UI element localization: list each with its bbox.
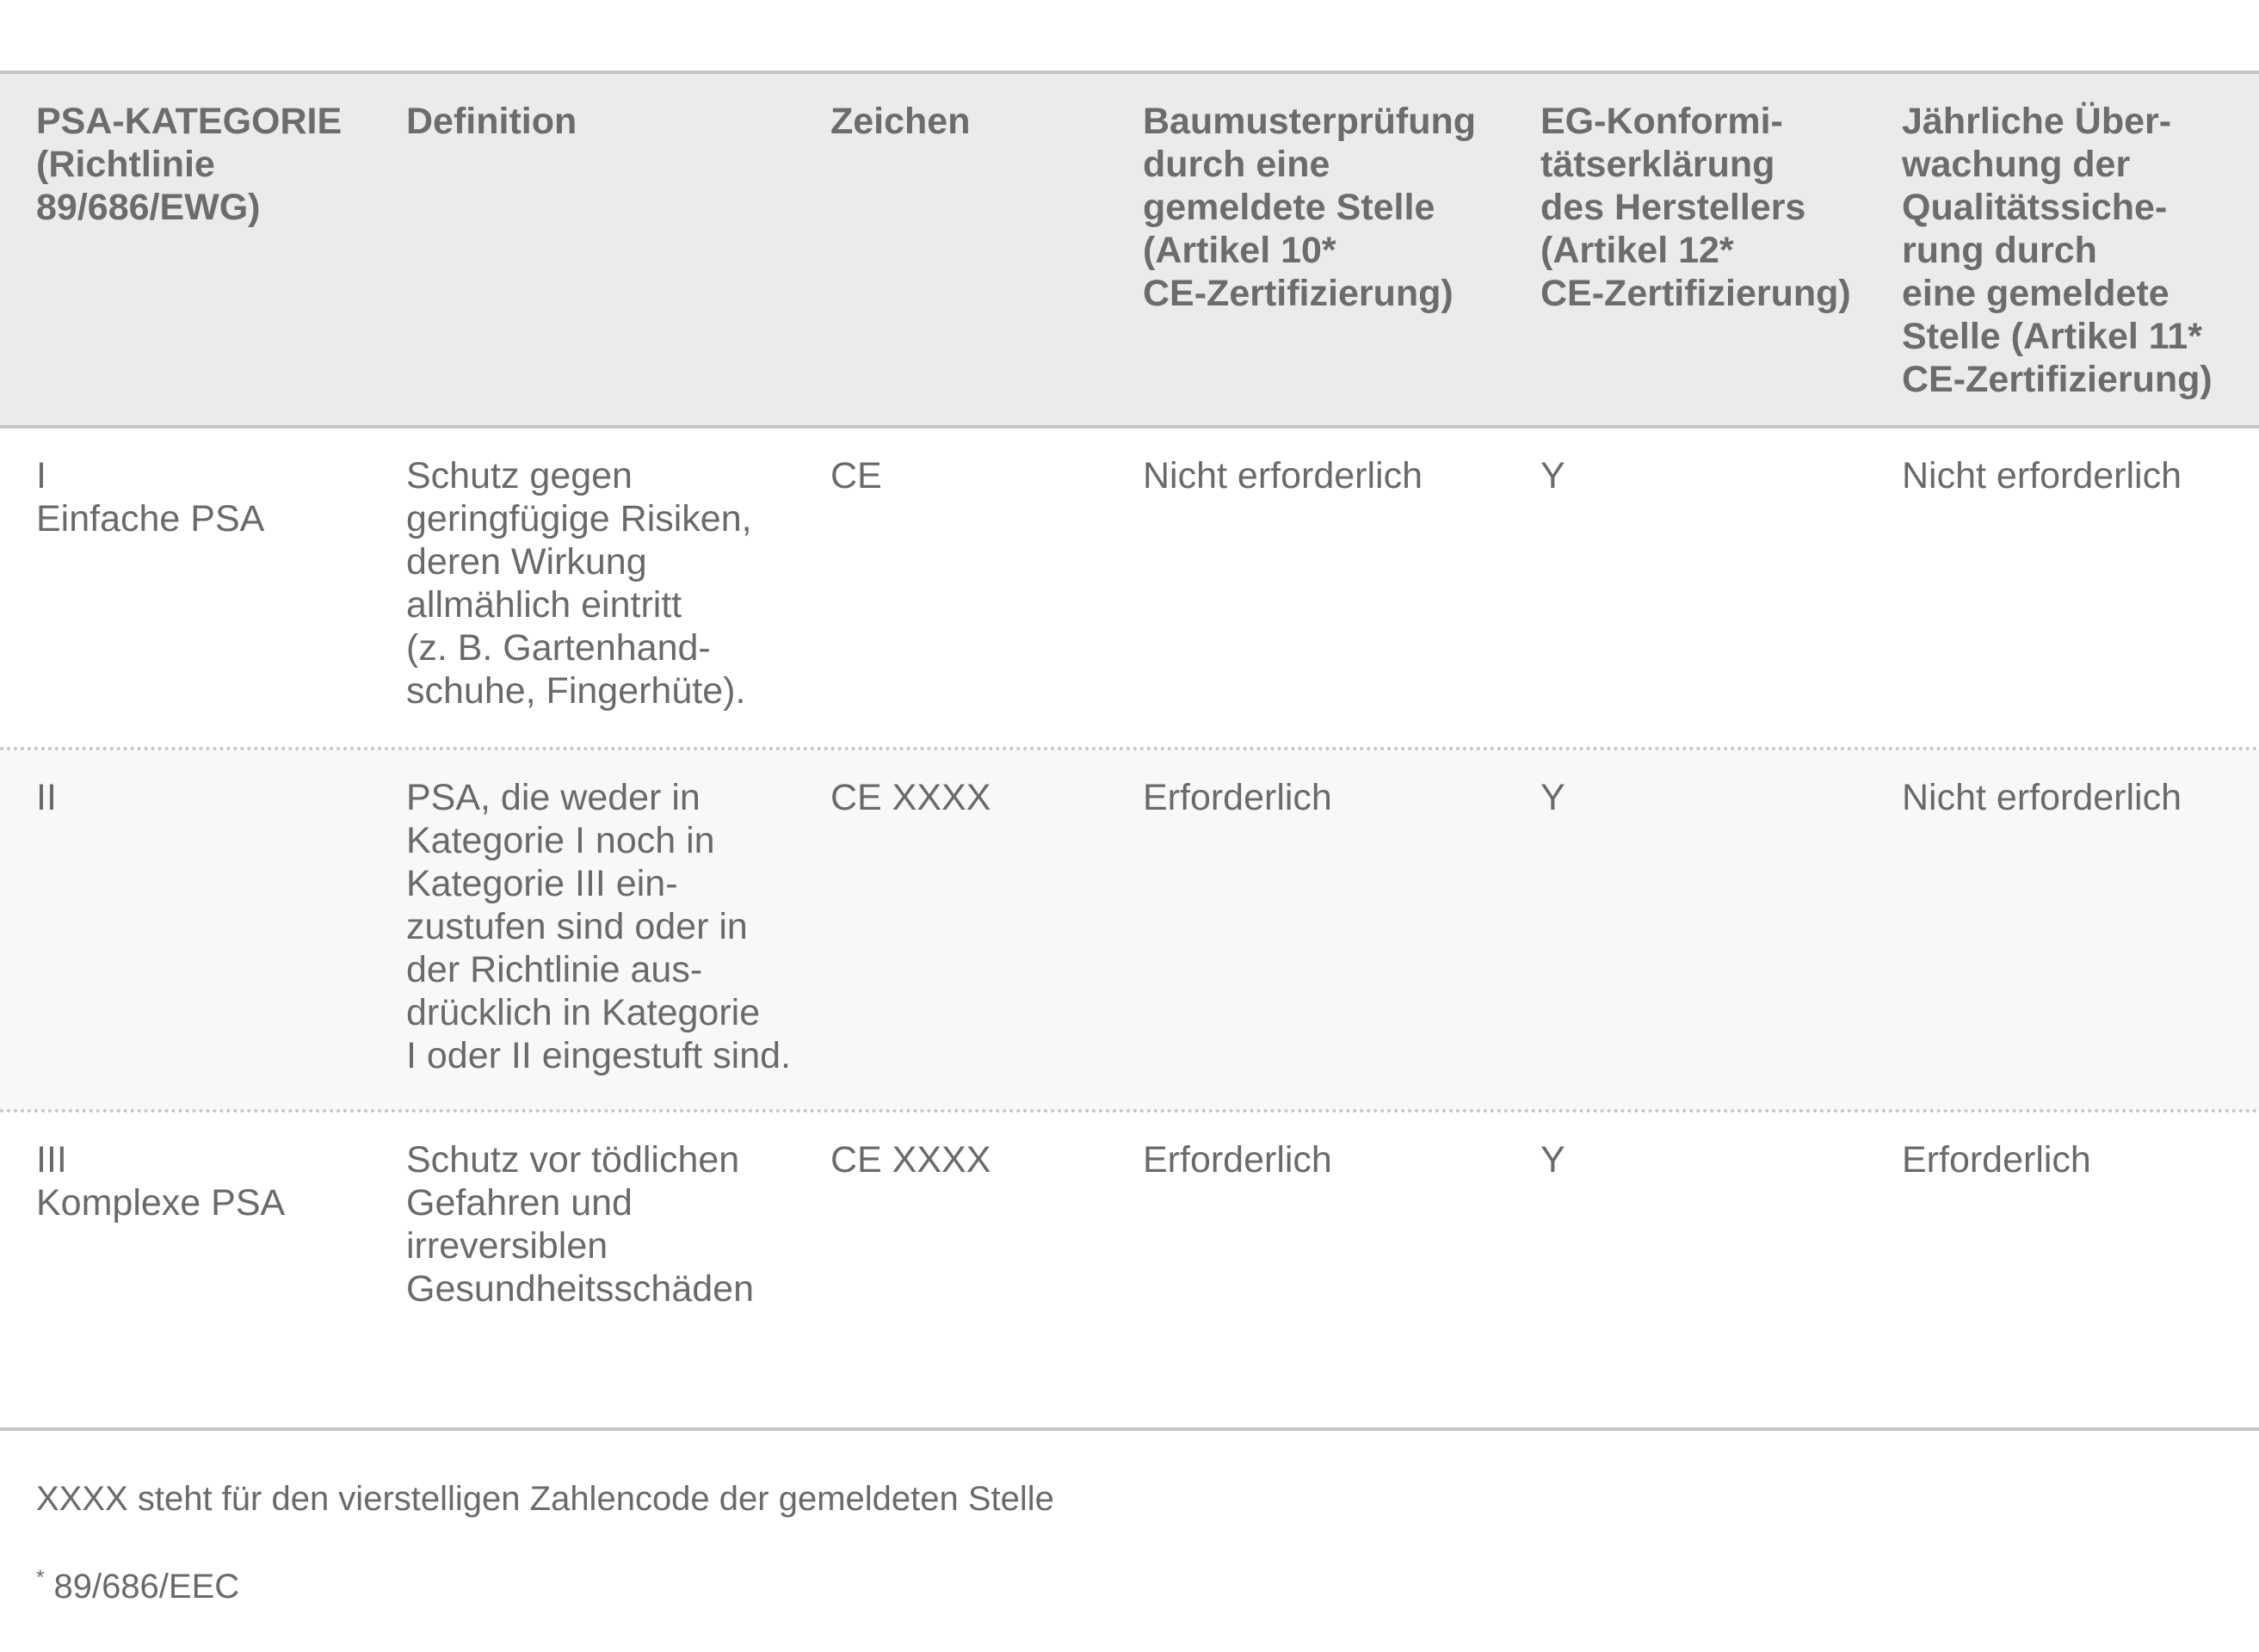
row-surveillance: Nicht erforderlich: [1902, 777, 2182, 818]
row-definition: Schutz vor tödlichen Gefahren und irreversiblen Gesundheitsschäden: [406, 1139, 755, 1310]
row-declaration: Y: [1540, 1139, 1565, 1180]
footnote-xxxx: XXXX steht für den vierstelligen Zahlencode der gemeldeten Stelle: [36, 1480, 1054, 1518]
table-row: [0, 750, 2259, 1110]
row-mark: CE XXXX: [830, 777, 991, 818]
header-annual-surveillance: Jährliche Über- wachung der Qualitätssiche- rung durch eine gemeldete Stelle (Artikel 11* CE-Zertifizierung): [1902, 101, 2213, 400]
footnote-directive-text: 89/686/EEC: [44, 1568, 240, 1606]
row-type-examination: Erforderlich: [1143, 1139, 1332, 1180]
row-type-examination: Nicht erforderlich: [1143, 455, 1423, 496]
header-declaration-of-conformity: EG-Konformi- tätserklärung des Herstellers (Artikel 12* CE-Zertifizierung): [1540, 101, 1851, 314]
header-type-examination: Baumusterprüfung durch eine gemeldete Stelle (Artikel 10* CE-Zertifizierung): [1143, 101, 1476, 314]
row-definition: Schutz gegen geringfügige Risiken, deren Wirkung allmählich eintritt (z. B. Gartenhand- schuhe, Fingerhüte).: [406, 455, 752, 712]
row-declaration: Y: [1540, 777, 1565, 818]
table-header-row: [0, 74, 2259, 425]
row-surveillance: Erforderlich: [1902, 1139, 2091, 1180]
row-surveillance: Nicht erforderlich: [1902, 455, 2182, 496]
row-category: I Einfache PSA: [36, 455, 265, 539]
table-bottom-rule: [0, 1427, 2259, 1431]
row-category: III Komplexe PSA: [36, 1139, 286, 1224]
header-mark: Zeichen: [830, 101, 971, 142]
row-type-examination: Erforderlich: [1143, 777, 1332, 818]
table-row: [0, 428, 2259, 749]
row-mark: CE: [830, 455, 882, 496]
header-definition: Definition: [406, 101, 577, 142]
footnote-star-marker: *: [36, 1566, 45, 1589]
row-mark: CE XXXX: [830, 1139, 991, 1180]
row-definition: PSA, die weder in Kategorie I noch in Kategorie III ein- zustufen sind oder in der Richtlinie aus- drücklich in Kategorie I oder II eingestuft sind.: [406, 777, 791, 1076]
footnote-directive: [36, 1557, 239, 1607]
table-row: [0, 1113, 2259, 1427]
header-psa-category: PSA-KATEGORIE (Richtlinie 89/686/EWG): [36, 101, 343, 228]
row-declaration: Y: [1540, 455, 1565, 496]
row-category: II: [36, 777, 57, 818]
